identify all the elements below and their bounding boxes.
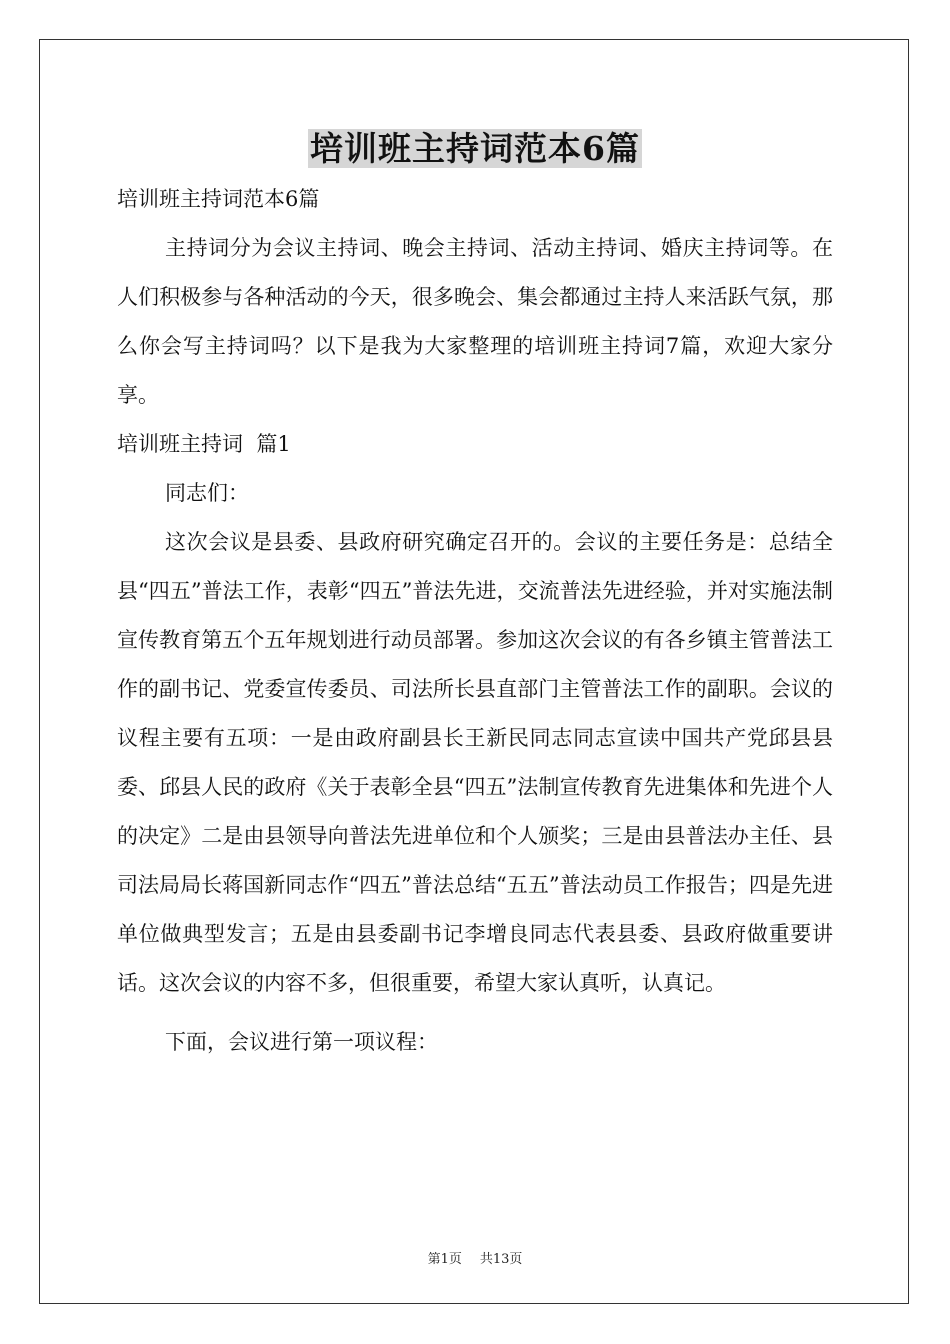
intro-paragraph: 主持词分为会议主持词、晚会主持词、活动主持词、婚庆主持词等。在人们积极参与各种活动的今天，很多晚会、集会都通过主持人来活跃气氛，那么你会写主持词吗？以下是我为大家整理的培训班主持词7篇，欢迎大家分享。: [117, 236, 833, 407]
next-paragraph: 下面，会议进行第一项议程：: [165, 1030, 438, 1054]
page-footer: [0, 1248, 950, 1267]
page-total: 共13页: [479, 1252, 523, 1267]
page-number: 第1页: [427, 1252, 462, 1267]
document-body: [117, 182, 833, 1067]
section-heading: 培训班主持词 篇1: [117, 432, 291, 456]
document-title-wrap: [0, 128, 950, 170]
document-subtitle: 培训班主持词范本6篇: [117, 187, 320, 211]
greeting: 同志们：: [165, 481, 249, 505]
body-paragraph: 这次会议是县委、县政府研究确定召开的。会议的主要任务是：总结全县“四五”普法工作，表彰“四五”普法先进，交流普法先进经验，并对实施法制宣传教育第五个五年规划进行动员部署。参加这次会议的有各乡镇主管普法工作的副书记、党委宣传委员、司法所长县直部门主管普法工作的副职。会议的议程主要有五项：一是由政府副县长王新民同志同志宣读中国共产党邱县县委、邱县人民的政府《关于表彰全县“四五”法制宣传教育先进集体和先进个人的决定》二是由县领导向普法先进单位和个人颁奖；三是由县普法办主任、县司法局局长蒋国新同志作“四五”普法总结“五五”普法动员工作报告；四是先进单位做典型发言；五是由县委副书记李增良同志代表县委、县政府做重要讲话。这次会议的内容不多，但很重要，希望大家认真听，认真记。: [117, 530, 833, 995]
document-title: 培训班主持词范本6篇: [310, 129, 640, 168]
